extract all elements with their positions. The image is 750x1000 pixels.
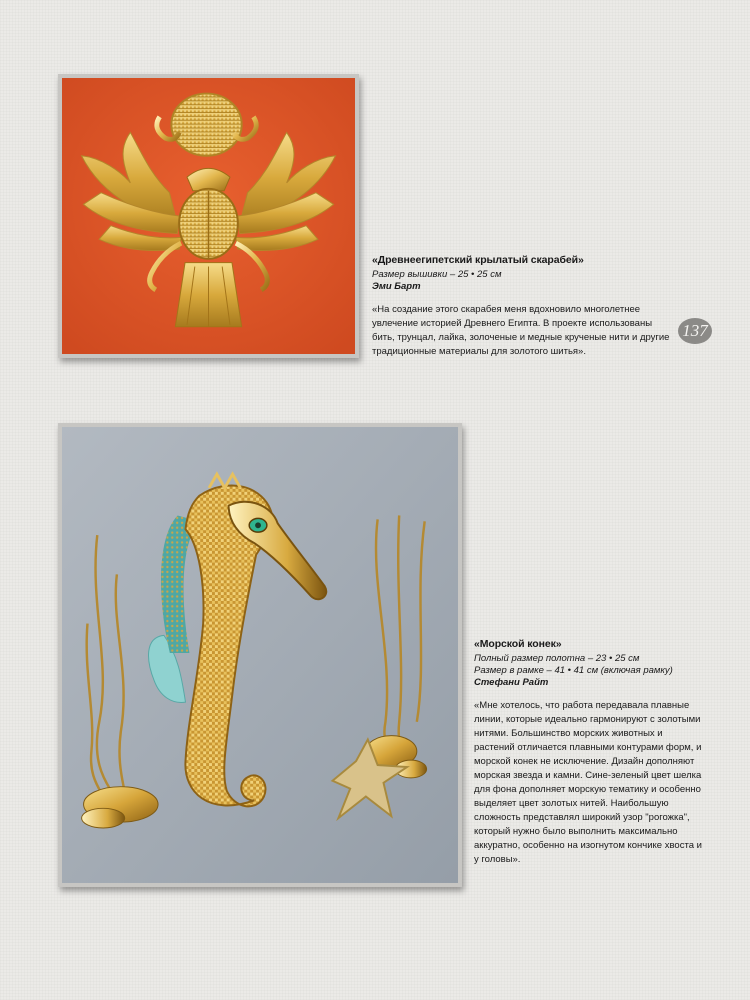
seahorse-quote: «Мне хотелось, что работа передавала плавные линии, которые идеально гармонируют с золотыми нитями. Большинство морских животных и растений отличается плавными контурами форм, и морской конек не исключение. Дизайн дополняют морская звезда и камни. Сине-зеленый цвет шелка для фона дополняет морскую тематику и особенно выделяет цвет золотых нитей. Наибольшую сложность представлял широкий узор "рогожка", который нужно было выполнить максимально аккуратно, особенно на изогнутом кончике хвоста и у головы». <box>474 700 702 865</box>
seahorse-author: Стефани Райт <box>474 677 549 688</box>
scarab-caption <box>372 253 672 359</box>
scarab-illustration <box>62 78 355 354</box>
scarab-quote: «На создание этого скарабея меня вдохновило многолетнее увлечение историей Древнего Египта. В проекте использованы бить, трунцал, лайка, золоченые и медные крученые нити и другие традиционные материалы для золотого шитья». <box>372 304 670 357</box>
scarab-size: Размер вышивки – 25 • 25 см <box>372 269 502 280</box>
scarab-author: Эми Барт <box>372 281 421 292</box>
scarab-title: «Древнеегипетский крылатый скарабей» <box>372 254 584 266</box>
seahorse-frame-size: Размер в рамке – 41 • 41 см (включая рамку) <box>474 665 673 676</box>
seahorse-canvas-size: Полный размер полотна – 23 • 25 см <box>474 653 640 664</box>
seahorse-title: «Морской конек» <box>474 638 562 650</box>
page-number: 137 <box>678 318 712 344</box>
seahorse-embroidery-photo <box>58 423 462 887</box>
scarab-embroidery-photo <box>58 74 359 358</box>
seahorse-caption <box>474 637 704 867</box>
seahorse-illustration <box>62 427 458 883</box>
